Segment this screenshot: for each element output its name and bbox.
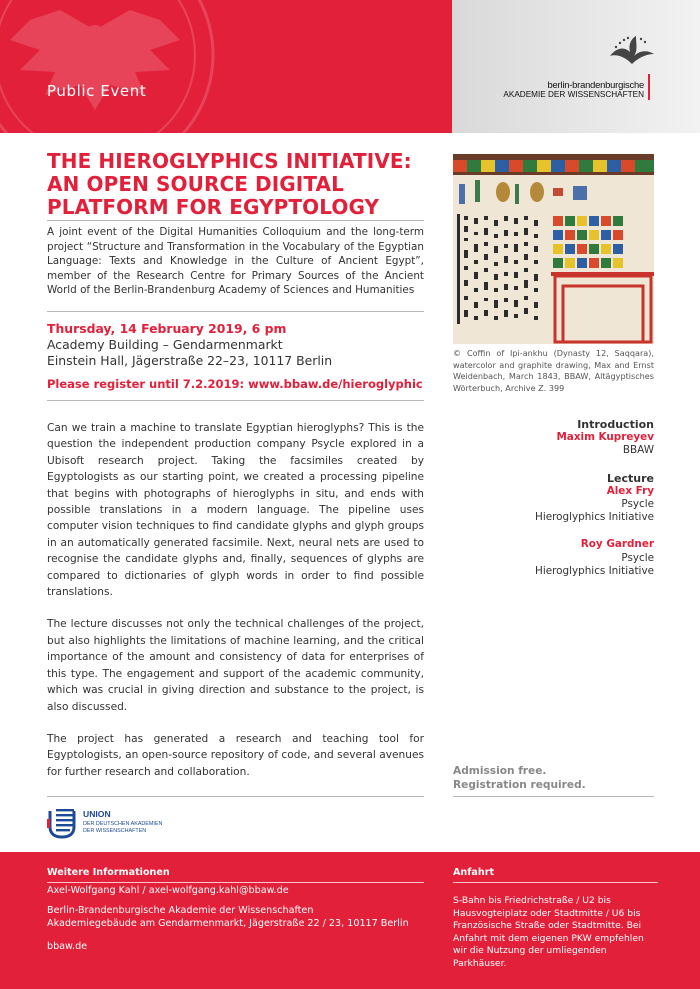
coffin-illustration: [453, 154, 654, 344]
footer-directions-heading: Anfahrt: [453, 867, 495, 878]
event-venue-line2: Einstein Hall, Jägerstraße 22–23, 10117 Berlin: [47, 353, 333, 368]
footer-divider: [453, 882, 658, 883]
program-sidebar: [453, 418, 654, 578]
union-logo-title: UNION: [83, 809, 111, 819]
body-text: [47, 420, 424, 796]
intro-text: A joint event of the Digital Humanities Colloquium and the long-term project “Structure and Transformation in the Vocabulary of the Egyptian Language: Texts and Knowledge in the Culture of Ancient Egypt”, member of the Research Centre for Primary Sources of the Ancient World of the Berlin-Brandenburg Academy of Sciences and Humanities: [47, 226, 424, 297]
body-paragraph: The project has generated a research and teaching tool for Egyptologists, an open-source repository of code, and several avenues for further research and collaboration.: [47, 732, 424, 778]
page-title: THE HIEROGLYPHICS INITIATIVE: AN OPEN SOURCE DIGITAL PLATFORM FOR EGYPTOLOGY: [47, 149, 412, 219]
program-speaker1-name: Alex Fry: [606, 484, 654, 497]
footer-info-heading: Weitere Informationen: [47, 867, 170, 878]
body-paragraph: The lecture discusses not only the technical challenges of the project, but also highlights the limitations of machine learning, and the critical importance of the amount and consistency of data for enterprises of this type. The engagement and support of the academic community, which was crucial in giving direction and substance to the project, is also discussed.: [47, 618, 424, 713]
header-grey-band: [452, 0, 700, 133]
logo-text-line2: AKADEMIE DER WISSENSCHAFTEN: [503, 90, 644, 99]
footer-divider: [47, 882, 424, 883]
program-lecture-heading: Lecture: [607, 471, 654, 485]
logo-text-line1: berlin-brandenburgische: [547, 79, 644, 90]
union-logo-sub2: DER WISSENSCHAFTEN: [83, 828, 147, 834]
body-paragraph: Can we train a machine to translate Egyptian hieroglyphs? This is the question the independent production company Psycle explored in a Ubisoft research project. Taking the facsimiles created by Egyptologists as our starting point, we created a processing pipeline that begins with photographs of hieroglyphs in situ, and ends with possible translations in a modern language. The pipeline uses computer vision techniques to find candidate glyphs and glyph groups in an automatically generated facsimile. Next, neural nets are used to recognise the candidate glyphs and, finally, sequences of glyphs are compared to dictionaries of glyph words in order to find possible translations.: [47, 422, 424, 599]
union-logo-icon: [47, 807, 77, 839]
footer-institution-address: Akademiegebäude am Gendarmenmarkt, Jägerstraße 22 / 23, 10117 Berlin: [47, 918, 409, 929]
admission-line1: Admission free.: [453, 765, 547, 777]
program-intro-org: BBAW: [622, 444, 654, 457]
admission-line2: Registration required.: [453, 778, 586, 791]
program-speaker2-org: Psycle: [621, 551, 654, 564]
event-type-label: Public Event: [47, 82, 147, 100]
header: [0, 0, 700, 133]
program-speaker1-org: Psycle: [621, 498, 654, 511]
divider: [47, 311, 424, 312]
academy-eagle-logo-icon: [610, 34, 654, 72]
register-link[interactable]: Please register until 7.2.2019: www.bbaw.de/hieroglyphic: [47, 377, 423, 391]
footer-contact[interactable]: Axel-Wolfgang Kahl / axel-wolfgang.kahl@bbaw.de: [47, 885, 289, 896]
event-date: Thursday, 14 February 2019, 6 pm: [47, 321, 287, 336]
admission-note: [453, 765, 586, 792]
footer-website-link[interactable]: bbaw.de: [47, 941, 88, 952]
footer: [0, 852, 700, 989]
program-intro-speaker: Maxim Kupreyev: [556, 431, 654, 444]
union-logo-sub1: DER DEUTSCHEN AKADEMIEN: [83, 821, 163, 827]
eagle-seal-icon: [0, 0, 230, 133]
program-speaker2-name: Roy Gardner: [580, 538, 654, 551]
footer-directions-text: S-Bahn bis Friedrichstraße / U2 bis Hausvogteiplatz oder Stadtmitte / U6 bis Französische Straße oder Stadtmitte. Bei Anfahrt mit dem eigenen PKW empfehlen wir die Nutzung der umliegenden Parkhäuser.: [453, 895, 644, 969]
program-intro-heading: Introduction: [577, 418, 654, 431]
header-red-band: [0, 0, 452, 133]
divider: [47, 796, 424, 797]
program-speaker2-project: Hieroglyphics Initiative: [535, 564, 654, 577]
footer-institution-name: Berlin-Brandenburgische Akademie der Wissenschaften: [47, 905, 314, 916]
divider: [47, 400, 424, 401]
figure-caption: © Coffin of Ipi-ankhu (Dynasty 12, Saqqara), watercolor and graphite drawing, Max and Ernst Weidenbach, March 1843, BBAW, Altägyptisches Wörterbuch, Archive Z. 399: [453, 348, 654, 393]
union-academies-logo: [47, 807, 187, 841]
divider: [453, 796, 654, 797]
coffin-painting-image: [453, 154, 654, 344]
divider: [47, 220, 424, 221]
logo-divider: [648, 74, 650, 100]
program-speaker1-project: Hieroglyphics Initiative: [535, 511, 654, 524]
event-venue-line1: Academy Building – Gendarmenmarkt: [47, 337, 283, 352]
